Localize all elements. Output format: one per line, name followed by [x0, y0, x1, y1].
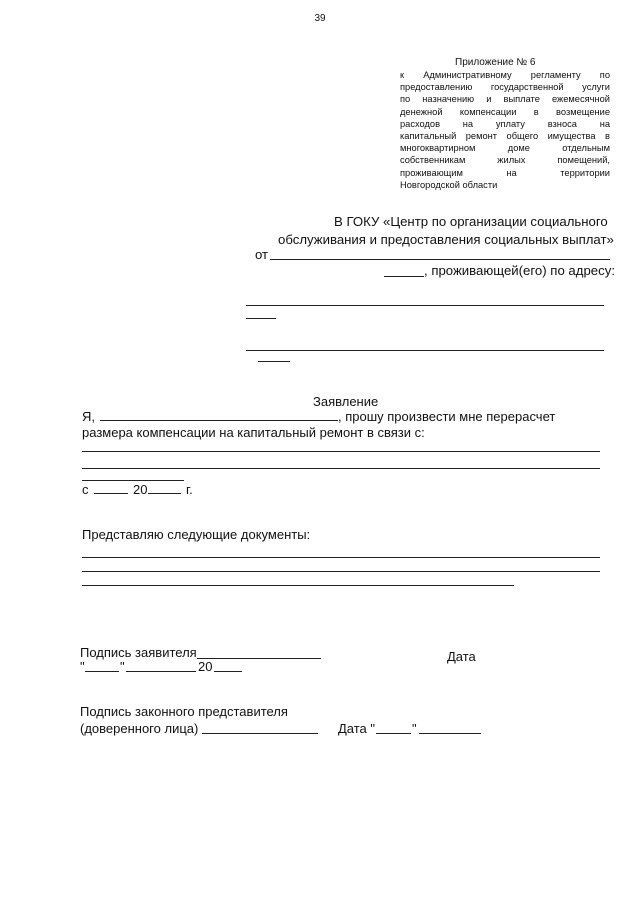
representative-label-2: (доверенного лица) — [80, 721, 199, 736]
statement-title: Заявление — [313, 394, 379, 409]
reason-field-3[interactable] — [82, 480, 184, 481]
appendix-title: Приложение № 6 — [455, 57, 536, 68]
appendix-line: предоставлению государственной услуги — [400, 82, 610, 93]
reason-field-1[interactable] — [82, 451, 600, 452]
appendix-line: собственникам жилых помещений, — [400, 155, 610, 166]
rep-date-label: Дата " — [338, 721, 376, 736]
i-label: Я, — [82, 409, 95, 424]
address-field-2[interactable] — [246, 350, 604, 351]
appendix-line: проживающим на территории — [400, 167, 610, 178]
appendix-line: расходов на уплату взноса на — [400, 118, 610, 129]
addressee-line-2: обслуживания и предоставления социальных выплат» — [278, 232, 614, 247]
address-field-1[interactable] — [246, 305, 604, 306]
applicant-name-field[interactable] — [100, 420, 338, 421]
addressee-line-1: В ГОКУ «Центр по организации социального — [334, 214, 608, 229]
date-label: Дата — [447, 649, 476, 664]
representative-label: Подпись законного представителя — [80, 704, 288, 719]
documents-field-3[interactable] — [82, 585, 514, 586]
documents-field-2[interactable] — [82, 571, 600, 572]
reason-text: размера компенсации на капитальный ремонт в связи с: — [82, 425, 425, 440]
appendix-line: к Административному регламенту по — [400, 70, 610, 80]
sign-day-field[interactable] — [85, 671, 119, 672]
from-label: от — [255, 247, 269, 262]
date-prefix: с — [82, 482, 89, 497]
rep-month-field[interactable] — [419, 733, 481, 734]
appendix-line: капитальный ремонт общего имущества в — [400, 131, 610, 142]
year-prefix: 20 — [133, 482, 148, 497]
date-quote-close: " — [120, 659, 125, 674]
year-suffix: г. — [186, 482, 193, 497]
rep-date-quote-close: " — [412, 721, 417, 736]
appendix-line: денежной компенсации в возмещение — [400, 106, 610, 117]
representative-signature-field[interactable] — [202, 733, 318, 734]
rep-day-field[interactable] — [376, 733, 411, 734]
from-name-field-end[interactable] — [384, 276, 424, 277]
sign-year-prefix: 20 — [198, 659, 213, 674]
page-number: 39 — [314, 13, 326, 24]
recalc-day-field[interactable] — [94, 493, 128, 494]
documents-label: Представляю следующие документы: — [82, 527, 311, 542]
from-name-field[interactable] — [270, 259, 610, 260]
request-text: , прошу произвести мне перерасчет — [338, 409, 556, 424]
sign-month-field[interactable] — [126, 671, 196, 672]
sign-year-field[interactable] — [214, 671, 242, 672]
applicant-signature-field[interactable] — [197, 658, 321, 659]
appendix-line: многоквартирном доме отдельным — [400, 143, 610, 154]
reason-field-2[interactable] — [82, 468, 600, 469]
address-field-1-end[interactable] — [246, 318, 276, 319]
residing-label: , проживающей(его) по адресу: — [424, 263, 615, 278]
appendix-line: Новгородской области — [400, 179, 498, 190]
date-quote-open: " — [80, 659, 85, 674]
appendix-line: по назначению и выплате ежемесячной — [400, 94, 610, 105]
recalc-year-field[interactable] — [148, 493, 181, 494]
address-field-2-end[interactable] — [258, 361, 290, 362]
appendix-text — [400, 69, 610, 191]
documents-field-1[interactable] — [82, 557, 600, 558]
applicant-signature-label: Подпись заявителя — [80, 645, 197, 660]
